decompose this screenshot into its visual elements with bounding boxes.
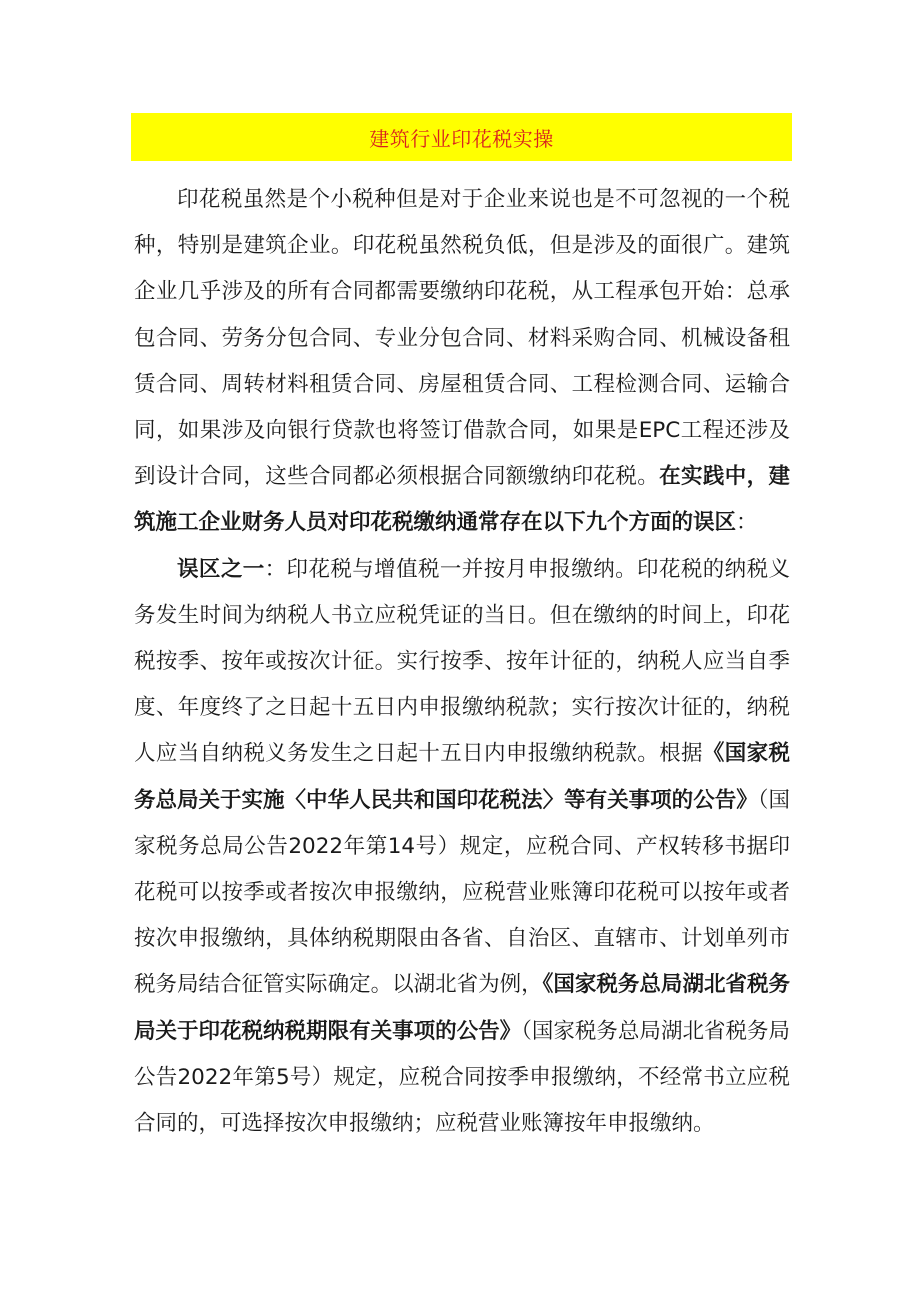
misconception-1-reference-1: 《国家税务总局关于实施〈中华人民共和国印花税法〉等有关事项的公告》 <box>134 741 790 813</box>
intro-tail: ： <box>736 510 758 536</box>
misconception-1-text-3: （国家税务总局湖北省税务局公告2022年第5号）规定，应税合同按季申报缴纳，不经常书立应税合同的，可选择按次申报缴纳；应税营业账簿按年申报缴纳。 <box>134 1018 790 1137</box>
misconception-1-reference-2: 《国家税务总局湖北省税务局关于印花税纳税期限有关事项的公告》 <box>134 972 790 1044</box>
document-title: 建筑行业印花税实操 <box>369 126 554 151</box>
misconception-1-lead: 误区之一 <box>177 556 265 582</box>
title-banner <box>131 113 792 161</box>
paragraph-intro <box>134 177 790 547</box>
misconception-1-text-2: （国家税务总局公告2022年第14号）规定，应税合同、产权转移书据印花税可以按季或者按次申报缴纳，应税营业账簿印花税可以按年或者按次申报缴纳，具体纳税期限由各省、自治区、直辖市、计划单列市税务局结合征管实际确定。以湖北省为例， <box>134 787 790 998</box>
document-body <box>134 177 790 1147</box>
intro-text: 印花税虽然是个小税种但是对于企业来说也是不可忽视的一个税种，特别是建筑企业。印花税虽然税负低，但是涉及的面很广。建筑企业几乎涉及的所有合同都需要缴纳印花税，从工程承包开始：总承包合同、劳务分包合同、专业分包合同、材料采购合同、机械设备租赁合同、周转材料租赁合同、房屋租赁合同、工程检测合同、运输合同，如果涉及向银行贷款也将签订借款合同，如果是EPC工程还涉及到设计合同，这些合同都必须根据合同额缴纳印花税。 <box>134 187 790 490</box>
misconception-1-text-1: ：印花税与增值税一并按月申报缴纳。印花税的纳税义务发生时间为纳税人书立应税凭证的当日。但在缴纳的时间上，印花税按季、按年或按次计征。实行按季、按年计征的，纳税人应当自季度、年度终了之日起十五日内申报缴纳税款；实行按次计征的，纳税人应当自纳税义务发生之日起十五日内申报缴纳税款。根据 <box>134 556 790 767</box>
intro-bold-statement: 在实践中，建筑施工企业财务人员对印花税缴纳通常存在以下九个方面的误区 <box>134 464 790 536</box>
paragraph-misconception-1 <box>134 547 790 1148</box>
